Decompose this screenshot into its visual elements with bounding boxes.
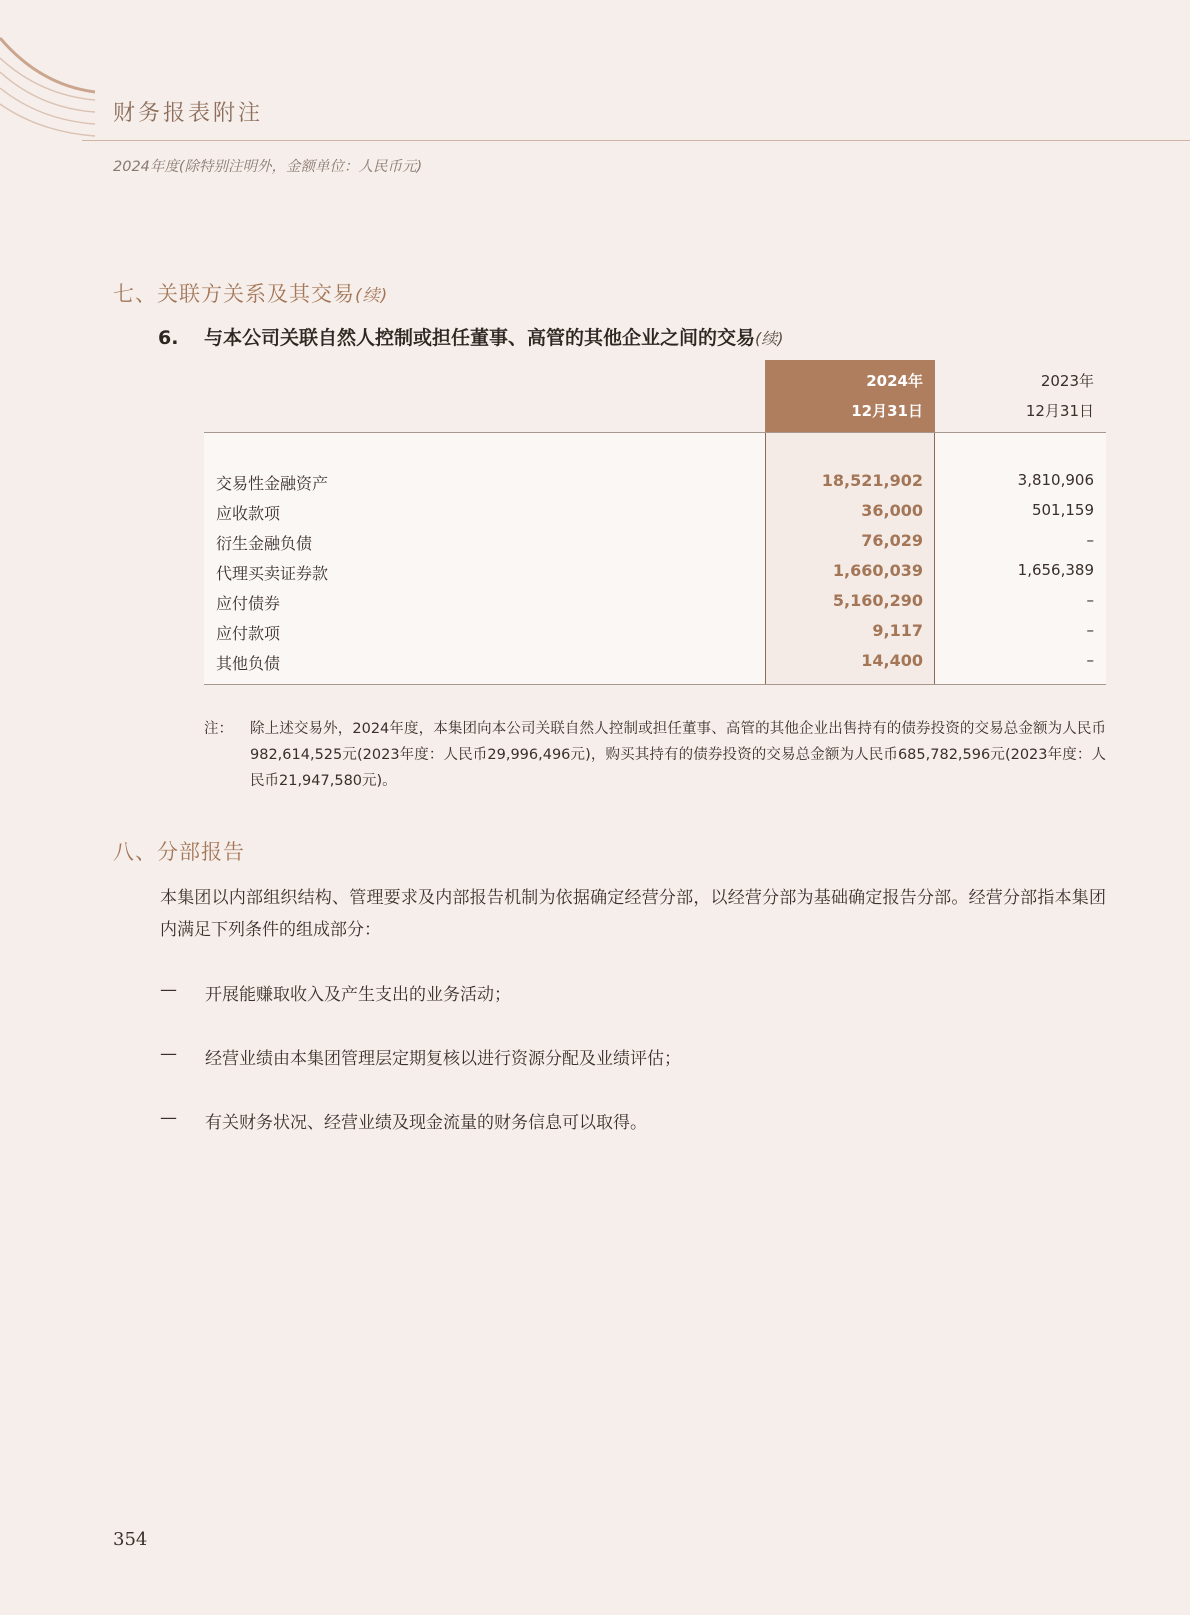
table-bottom-rule: [204, 684, 1106, 685]
bullet-text: 经营业绩由本集团管理层定期复核以进行资源分配及业绩评估；: [205, 1049, 681, 1069]
table-row: [204, 471, 1106, 501]
row-current-value: 1,660,039: [832, 561, 923, 580]
row-label: 其他负债: [216, 654, 281, 673]
section-7-continued: (续): [355, 286, 389, 306]
header-prior-year: 2023年: [1040, 372, 1094, 390]
transactions-table: [204, 360, 1106, 685]
row-current-value: 18,521,902: [821, 471, 923, 490]
bullet-text: 开展能赚取收入及产生支出的业务活动；: [205, 985, 511, 1005]
page-header-title: 财务报表附注: [113, 101, 264, 126]
bullet-text: 有关财务状况、经营业绩及现金流量的财务信息可以取得。: [205, 1113, 647, 1133]
row-current-value: 14,400: [861, 651, 923, 670]
table-note: [204, 716, 1106, 794]
row-label: 代理买卖证券款: [216, 564, 329, 583]
row-prior-value: 1,656,389: [1017, 561, 1094, 579]
note-text: 除上述交易外，2024年度，本集团向本公司关联自然人控制或担任董事、高管的其他企业出售持有的债券投资的交易总金额为人民币982,614,525元(2023年度：人民币29,996,496元)，购买其持有的债券投资的交易总金额为人民币685,782,596元(2023年度：人民币21,947,580元)。: [250, 721, 1106, 789]
row-prior-value: 501,159: [1031, 501, 1094, 519]
row-prior-value: –: [1086, 651, 1094, 669]
row-label: 衍生金融负债: [216, 534, 313, 553]
section-8-title: [113, 836, 245, 866]
row-prior-value: –: [1086, 591, 1094, 609]
section-8-title-text: 八、分部报告: [113, 840, 245, 864]
section-7-title-text: 七、关联方关系及其交易: [113, 282, 355, 306]
page-number: 354: [113, 1529, 148, 1550]
page-header-subtitle: 2024年度(除特别注明外，金额单位：人民币元): [113, 159, 423, 175]
row-current-value: 36,000: [861, 501, 923, 520]
bullet-dash: —: [160, 1108, 177, 1128]
table-row: [204, 531, 1106, 561]
header-current-date: 12月31日: [851, 402, 923, 420]
subsection-6-title: [158, 323, 784, 350]
subsection-continued: (续): [755, 329, 784, 348]
row-label: 交易性金融资产: [216, 474, 329, 493]
table-row: [204, 501, 1106, 531]
row-prior-value: 3,810,906: [1017, 471, 1094, 489]
subsection-title-text: 与本公司关联自然人控制或担任董事、高管的其他企业之间的交易: [204, 327, 756, 349]
header-arc-decoration: [0, 0, 110, 145]
row-label: 应付债券: [216, 594, 281, 613]
bullet-dash: —: [160, 980, 177, 1000]
header-current-year: 2024年: [866, 372, 923, 390]
subsection-number: 6.: [158, 327, 179, 349]
row-current-value: 76,029: [861, 531, 923, 550]
row-label: 应收款项: [216, 504, 281, 523]
table-header-rule: [204, 432, 1106, 433]
section-7-title: [113, 278, 388, 308]
row-prior-value: –: [1086, 621, 1094, 639]
bullet-dash: —: [160, 1044, 177, 1064]
row-current-value: 5,160,290: [832, 591, 923, 610]
table-row: [204, 561, 1106, 591]
row-current-value: 9,117: [872, 621, 923, 640]
note-label: 注：: [204, 721, 233, 737]
table-row: [204, 651, 1106, 681]
row-prior-value: –: [1086, 531, 1094, 549]
row-label: 应付款项: [216, 624, 281, 643]
header-divider: [82, 140, 1190, 141]
segment-report-paragraph: 本集团以内部组织结构、管理要求及内部报告机制为依据确定经营分部，以经营分部为基础确定报告分部。经营分部指本集团内满足下列条件的组成部分：: [160, 888, 1106, 940]
table-row: [204, 621, 1106, 651]
header-prior-date: 12月31日: [1025, 402, 1094, 420]
table-row: [204, 591, 1106, 621]
